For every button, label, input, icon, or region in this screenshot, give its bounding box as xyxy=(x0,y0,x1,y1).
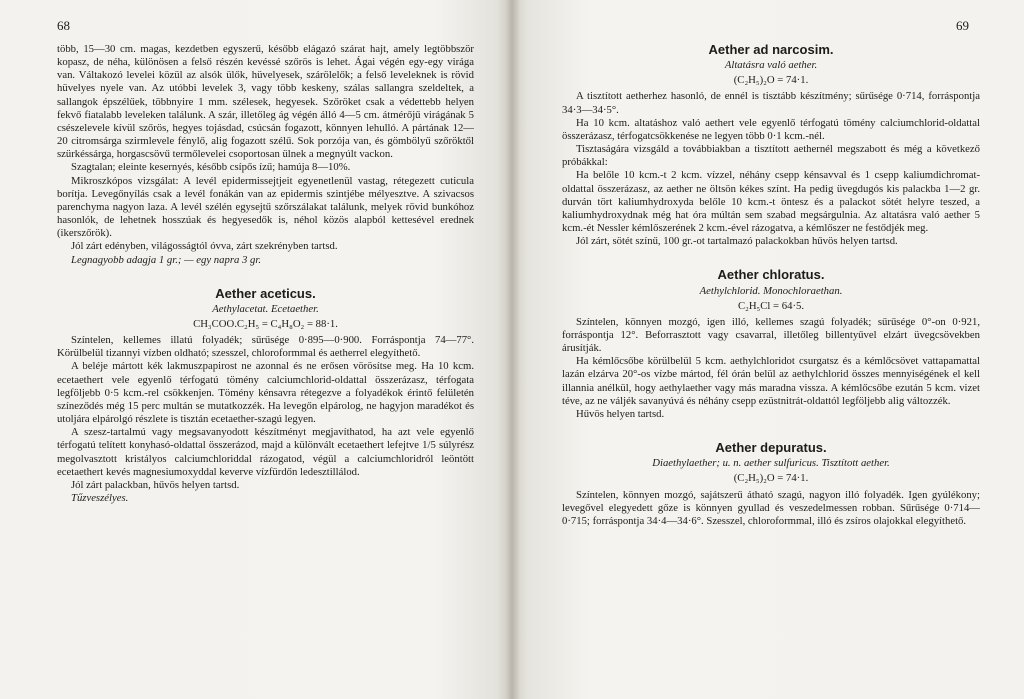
dosage-note: Legnagyobb adagja 1 gr.; — egy napra 3 gr. xyxy=(71,253,261,266)
synonyms: Aethylacetat. Ecetaether. xyxy=(212,302,319,315)
section-heading-aether-chloratus: Aether chloratus. xyxy=(717,267,825,283)
right-page xyxy=(512,0,1024,699)
book-gutter xyxy=(505,0,519,699)
paragraph: több, 15—30 cm. magas, kezdetben egyszerű, később elágazó szárat hajt, amely legtöbbször kopasz, de néha, különösen a felső részén kevéssé szőrös is lehet. Ágai végén egy-egy virága van. Váltakozó levelei közül az alsók ülők, hüvelyesek, szárölelők; a felső leveleknek is rövid hüvelyes nyele van. Az utóbbi levelek 3, vagy több keskeny, szálas sallangra szeldeltek, a sallangok épszélűek, többnyire 1 mm. szélesek, hegyesek. Szőröket csak a védettebb helyen fekvő fiatalabb leveleken találunk. A szár, illetőleg ág végén álló 4—5 cm. átmérőjű virágának 5 csészelevele kívül szőrös, hegyes tojásdad, csúcsán fogazott, könnyen lehulló. A pártának 12—20 citromsárga szirmlevele fénylő, alig fogazott szélű. Sok porzója van, és gömbölyű szőröktől szürkéssárga, horgascsövű termőlevelei csoportosan ülnek a megnyúlt vackon. xyxy=(57,43,474,161)
section-heading-aether-depuratus: Aether depuratus. xyxy=(715,440,827,456)
paragraph: Ha belőle 10 kcm.-t 2 kcm. vízzel, néhány csepp kénsavval és 1 csepp kaliumdichromat-oldattal összerázasz, az aether ne öltsön kékes színt. Ha pedig üvegdugós kis palackba 1—2 gr. durván tört kaliumhydroxyda belőle 10 kcm.-t öntesz és a palackot sötét helyre teszed, a kaliumhydroxydnak még hat óra múltán sem szabad megsárgulnia. Az altatásra való aether 5 kcm.-ét Nessler kémlőszerének 2 kcm.-ével rázogatva, a kémlőszer ne festődjék meg. xyxy=(562,169,980,235)
chemical-formula: CH₃COO.C₂H₅ = C₄H₈O₂ = 88·1. xyxy=(193,317,338,330)
paragraph: Hűvös helyen tartsd. xyxy=(576,407,665,420)
paragraph: Szagtalan; eleinte kesernyés, később csípős ízű; hamúja 8—10%. xyxy=(71,161,351,174)
paragraph: Jól zárt palackban, hűvös helyen tartsd. xyxy=(71,478,240,491)
paragraph: Színtelen, könnyen mozgó, igen illó, kellemes szagú folyadék; sűrűsége 0°-on 0·921, forráspontja 12°. Beforrasztott vagy csavarral, illetőleg billentyűvel elzárt üvegcsövekben árusítják. xyxy=(562,315,980,355)
page-number-right: 69 xyxy=(956,18,969,33)
paragraph: Mikroszkópos vizsgálat: A levél epidermissejtjeit egyenetlenül vastag, rétegezett cuticula borítja. Levegőnyílás csak a levél fonákán van az epidermis szintjébe mélyesztve. A szivacsos parenchyma nagyon laza. A levél szélén egysejtű szőrszálakat találunk, melyek rövid bunkóhoz hasonlók, de lehetnek hosszúak és hegyesedők is, néhol közös alapból kettesével erednek (ikerszőrök). xyxy=(57,174,474,240)
page-number-left: 68 xyxy=(57,18,70,33)
paragraph: A tisztított aetherhez hasonló, de ennél is tisztább készítmény; sűrűsége 0·714, forráspontja 34·3—34·5°. xyxy=(562,90,980,116)
paragraph: Színtelen, kellemes illatú folyadék; sűrűsége 0·895—0·900. Forráspontja 74—77°. Körülbelül tizannyi vízben oldható; szesszel, chloroformmal és aetherrel elegyíthető. xyxy=(57,334,474,360)
synonyms: Altatásra való aether. xyxy=(724,59,818,72)
paragraph: Ha 10 kcm. altatáshoz való aethert vele egyenlő térfogatú tömény calciumchlorid-oldattal összerázasz, térfogatcsökkenése ne legyen több 0·1 kcm.-nél. xyxy=(562,116,980,142)
right-page-text xyxy=(562,43,980,528)
left-page-text xyxy=(57,43,474,505)
paragraph: A beléje mártott kék lakmuszpapirost ne azonnal és ne erősen vörösítse meg. Ha 10 kcm. ecetaethert vele egyenlő térfogatú tömény calciumchlorid-oldattal összerázasz, térfogata legföljebb 0·5 kcm.-rel csökkenjen. Tömény kénsavra rétegezve a folyadékok érintő felületén színeződés még 15 perc multán se mutatkozzék. Ha levegőn elpárolog, ne hagyjon maradékot és utoljára elpárolgó részlete is tisztán ecetaether-szagú legyen. xyxy=(57,360,474,426)
section-heading-aether-aceticus: Aether aceticus. xyxy=(215,285,316,301)
paragraph: A szesz-tartalmú vagy megsavanyodott készítményt megjavíthatod, ha azt vele egyenlő térfogatú telített konyhasó-oldattal összerázod, majd a különvált ecetaethert lefejtve 1/5 súlyrész megolvasztott kristályos calciumchloriddal rázogatod, végül a calciumchloridról leöntött ecetaethert kevés magnesiumoxyddal keverve vízfürdőn ledesztillálod. xyxy=(57,426,474,478)
paragraph: Ha kémlőcsőbe körülbelül 5 kcm. aethylchloridot csurgatsz és a kémlőcsövet vattapamattal lazán elzárva 20°-os vízbe mártod, fél órán belül az aethylchlorid összes mennyiségének el kell illannia anélkül, hogy aethylaether vagy más maradna vissza. A kémlőcsőbe ezután 5 kcm. vizet téve, az ne váljék savanyúvá és néhány csepp ezüstnitrát-oldattól legföljebb alig változzék. xyxy=(562,355,980,407)
chemical-formula: C₂H₅Cl = 64·5. xyxy=(737,299,805,312)
synonyms: Aethylchlorid. Monochloraethan. xyxy=(699,284,843,297)
paragraph: Jól zárt edényben, világosságtól óvva, zárt szekrényben tartsd. xyxy=(71,240,338,253)
section-heading-aether-ad-narcosim: Aether ad narcosim. xyxy=(708,42,834,57)
chemical-formula: (C₂H₅)₂O = 74·1. xyxy=(733,472,809,485)
paragraph: Színtelen, könnyen mozgó, sajátszerű átható szagú, nagyon illó folyadék. Igen gyúlékony; levegővel elegyedett gőze is könnyen gyullad és veszedelmessen robban. Sűrűsége 0·714—0·715; forráspontja 34·4—34·6°. Szesszel, chloroformmal, illó és zsíros olajokkal elegyíthető. xyxy=(562,488,980,527)
paragraph: Jól zárt, sötét színű, 100 gr.-ot tartalmazó palackokban hűvös helyen tartsd. xyxy=(576,235,898,248)
paragraph: Tisztaságára vizsgáld a továbbiakban a tisztított aethernél megszabott és még a következő próbákkal: xyxy=(562,143,980,169)
synonyms: Diaethylaether; u. n. aether sulfuricus. Tisztított aether. xyxy=(652,457,890,470)
warning-note: Tűzveszélyes. xyxy=(71,492,129,504)
chemical-formula: (C₂H₅)₂O = 74·1. xyxy=(733,74,809,87)
